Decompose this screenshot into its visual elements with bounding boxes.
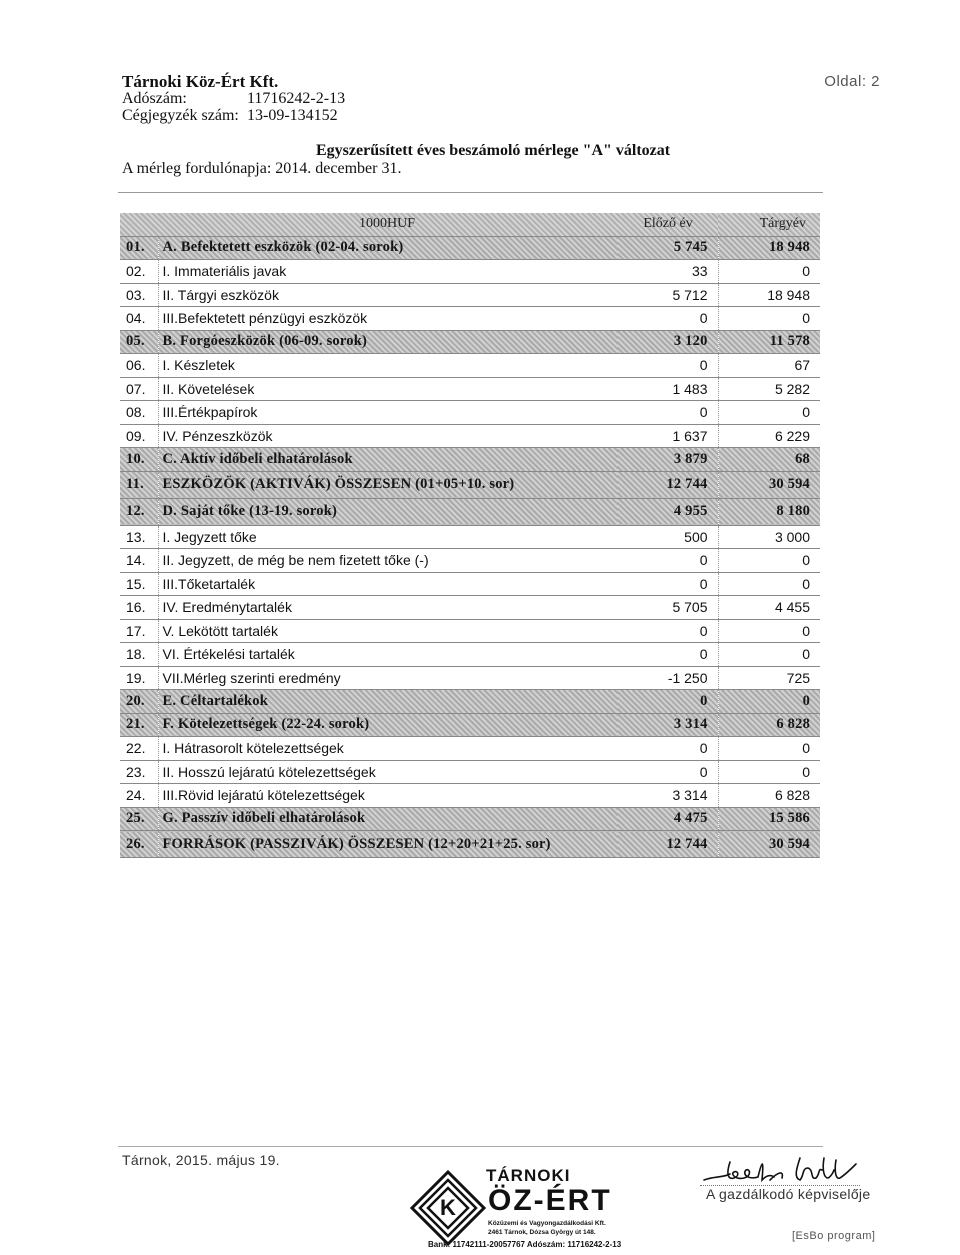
page-number: Oldal: 2	[824, 73, 880, 90]
registration-number-label: Cégjegyzék szám:	[122, 107, 239, 124]
current-year-value: 67	[718, 354, 820, 378]
current-year-value: 5 282	[718, 377, 820, 401]
row-label: I. Hátrasorolt kötelezettségek	[158, 737, 618, 761]
current-year-value: 0	[718, 260, 820, 284]
row-label: VI. Értékelési tartalék	[158, 643, 618, 667]
previous-year-value: 4 475	[618, 807, 718, 831]
row-number: 08.	[120, 401, 158, 425]
current-year-value: 6 828	[718, 784, 820, 808]
row-label: III.Tőketartalék	[158, 572, 618, 596]
previous-year-value: 3 879	[618, 448, 718, 472]
table-subtotal-row	[120, 498, 820, 525]
row-number: 11.	[120, 471, 158, 498]
row-number: 14.	[120, 549, 158, 573]
table-row	[120, 354, 820, 378]
table-row	[120, 260, 820, 284]
table-row	[120, 525, 820, 549]
previous-year-value: 0	[618, 760, 718, 784]
previous-year-value: 0	[618, 690, 718, 714]
current-year-value: 18 948	[718, 236, 820, 260]
row-label: G. Passzív időbeli elhatárolások	[158, 807, 618, 831]
table-row	[120, 307, 820, 331]
current-year-value: 0	[718, 549, 820, 573]
previous-year-value: 0	[618, 401, 718, 425]
stamp-detail-line1: Közüzemi és Vagyongazdálkodási Kft.	[488, 1220, 606, 1227]
column-header-unit: 1000HUF	[120, 213, 618, 236]
row-number: 01.	[120, 236, 158, 260]
row-number: 25.	[120, 807, 158, 831]
tax-number-label: Adószám:	[122, 90, 187, 107]
row-label: I. Készletek	[158, 354, 618, 378]
row-number: 17.	[120, 619, 158, 643]
row-label: III.Értékpapírok	[158, 401, 618, 425]
stamp-bank-line: Bank: 11742111-20057767 Adószám: 11716242-2-13	[428, 1240, 622, 1249]
current-year-value: 0	[718, 307, 820, 331]
previous-year-value: 0	[618, 619, 718, 643]
table-subtotal-row	[120, 471, 820, 498]
current-year-value: 4 455	[718, 596, 820, 620]
table-subtotal-row	[120, 236, 820, 260]
previous-year-value: 3 314	[618, 784, 718, 808]
table-row	[120, 377, 820, 401]
current-year-value: 0	[718, 572, 820, 596]
row-label: III.Befektetett pénzügyi eszközök	[158, 307, 618, 331]
current-year-value: 0	[718, 690, 820, 714]
row-label: VII.Mérleg szerinti eredmény	[158, 666, 618, 690]
current-year-value: 6 229	[718, 424, 820, 448]
table-subtotal-row	[120, 330, 820, 354]
table-subtotal-row	[120, 831, 820, 858]
previous-year-value: 33	[618, 260, 718, 284]
row-label: I. Immateriális javak	[158, 260, 618, 284]
previous-year-value: 0	[618, 549, 718, 573]
header-divider	[118, 192, 823, 193]
table-row	[120, 596, 820, 620]
row-number: 03.	[120, 283, 158, 307]
row-number: 20.	[120, 690, 158, 714]
current-year-value: 0	[718, 619, 820, 643]
current-year-value: 0	[718, 401, 820, 425]
row-label: V. Lekötött tartalék	[158, 619, 618, 643]
current-year-value: 0	[718, 737, 820, 761]
current-year-value: 6 828	[718, 713, 820, 737]
current-year-value: 11 578	[718, 330, 820, 354]
row-label: IV. Eredménytartalék	[158, 596, 618, 620]
table-row	[120, 737, 820, 761]
previous-year-value: 5 712	[618, 283, 718, 307]
stamp-name-line2: ÖZ-ÉRT	[488, 1184, 612, 1217]
registration-number-value: 13-09-134152	[247, 107, 338, 124]
previous-year-value: 0	[618, 354, 718, 378]
row-number: 21.	[120, 713, 158, 737]
row-number: 24.	[120, 784, 158, 808]
table-row	[120, 784, 820, 808]
registration-number-row	[122, 107, 338, 125]
table-row	[120, 619, 820, 643]
current-year-value: 8 180	[718, 498, 820, 525]
row-label: B. Forgóeszközök (06-09. sorok)	[158, 330, 618, 354]
table-row	[120, 643, 820, 667]
balance-sheet-table	[120, 213, 820, 858]
row-label: A. Befektetett eszközök (02-04. sorok)	[158, 236, 618, 260]
row-number: 10.	[120, 448, 158, 472]
row-number: 06.	[120, 354, 158, 378]
row-label: C. Aktív időbeli elhatárolások	[158, 448, 618, 472]
row-label: FORRÁSOK (PASSZIVÁK) ÖSSZESEN (12+20+21+25. sor)	[158, 831, 618, 858]
table-row	[120, 283, 820, 307]
row-label: IV. Pénzeszközök	[158, 424, 618, 448]
previous-year-value: 0	[618, 572, 718, 596]
stamp-detail-line2: 2461 Tárnok, Dózsa György út 148.	[488, 1229, 596, 1236]
table-subtotal-row	[120, 713, 820, 737]
table-row	[120, 572, 820, 596]
row-number: 12.	[120, 498, 158, 525]
company-logo-icon	[408, 1168, 488, 1248]
current-year-value: 0	[718, 760, 820, 784]
signer-caption: A gazdálkodó képviselője	[706, 1186, 871, 1202]
row-number: 15.	[120, 572, 158, 596]
current-year-value: 3 000	[718, 525, 820, 549]
row-number: 13.	[120, 525, 158, 549]
previous-year-value: 0	[618, 643, 718, 667]
previous-year-value: 12 744	[618, 471, 718, 498]
row-label: E. Céltartalékok	[158, 690, 618, 714]
current-year-value: 0	[718, 643, 820, 667]
column-header-previous-year: Előző év	[618, 213, 718, 236]
current-year-value: 18 948	[718, 283, 820, 307]
company-name: Tárnoki Köz-Ért Kft.	[122, 72, 279, 91]
row-label: II. Tárgyi eszközök	[158, 283, 618, 307]
tax-number-value: 11716242-2-13	[247, 90, 346, 107]
current-year-value: 725	[718, 666, 820, 690]
previous-year-value: 3 120	[618, 330, 718, 354]
row-label: F. Kötelezettségek (22-24. sorok)	[158, 713, 618, 737]
table-header-row	[120, 213, 820, 236]
current-year-value: 68	[718, 448, 820, 472]
stamp-name-line1: TÁRNOKI	[486, 1166, 571, 1185]
svg-text:K: K	[440, 1195, 456, 1220]
row-number: 22.	[120, 737, 158, 761]
row-number: 05.	[120, 330, 158, 354]
row-number: 07.	[120, 377, 158, 401]
table-row	[120, 760, 820, 784]
row-number: 09.	[120, 424, 158, 448]
current-year-value: 15 586	[718, 807, 820, 831]
previous-year-value: 4 955	[618, 498, 718, 525]
row-label: III.Rövid lejáratú kötelezettségek	[158, 784, 618, 808]
table-row	[120, 549, 820, 573]
signature-icon	[700, 1150, 860, 1190]
previous-year-value: -1 250	[618, 666, 718, 690]
row-label: D. Saját tőke (13-19. sorok)	[158, 498, 618, 525]
previous-year-value: 1 483	[618, 377, 718, 401]
previous-year-value: 0	[618, 737, 718, 761]
row-label: ESZKÖZÖK (AKTIVÁK) ÖSSZESEN (01+05+10. sor)	[158, 471, 618, 498]
row-label: I. Jegyzett tőke	[158, 525, 618, 549]
table-subtotal-row	[120, 448, 820, 472]
table-row	[120, 666, 820, 690]
row-label: II. Jegyzett, de még be nem fizetett tőke (-)	[158, 549, 618, 573]
company-stamp	[408, 1162, 628, 1252]
current-year-value: 30 594	[718, 831, 820, 858]
row-number: 04.	[120, 307, 158, 331]
footer-divider	[118, 1146, 823, 1147]
row-number: 16.	[120, 596, 158, 620]
previous-year-value: 5 705	[618, 596, 718, 620]
previous-year-value: 500	[618, 525, 718, 549]
previous-year-value: 12 744	[618, 831, 718, 858]
row-number: 23.	[120, 760, 158, 784]
previous-year-value: 3 314	[618, 713, 718, 737]
report-title: Egyszerűsített éves beszámoló mérlege "A" változat	[316, 142, 671, 159]
table-subtotal-row	[120, 807, 820, 831]
row-number: 19.	[120, 666, 158, 690]
row-number: 26.	[120, 831, 158, 858]
previous-year-value: 1 637	[618, 424, 718, 448]
balance-sheet-date: A mérleg fordulónapja: 2014. december 31.	[122, 160, 402, 177]
previous-year-value: 5 745	[618, 236, 718, 260]
row-label: II. Követelések	[158, 377, 618, 401]
software-label: [EsBo program]	[792, 1230, 876, 1242]
row-number: 02.	[120, 260, 158, 284]
table-subtotal-row	[120, 690, 820, 714]
current-year-value: 30 594	[718, 471, 820, 498]
table-row	[120, 401, 820, 425]
table-row	[120, 424, 820, 448]
column-header-current-year: Tárgyév	[718, 213, 820, 236]
row-label: II. Hosszú lejáratú kötelezettségek	[158, 760, 618, 784]
place-and-date: Tárnok, 2015. május 19.	[122, 1152, 280, 1168]
row-number: 18.	[120, 643, 158, 667]
previous-year-value: 0	[618, 307, 718, 331]
tax-number-row	[122, 90, 345, 108]
